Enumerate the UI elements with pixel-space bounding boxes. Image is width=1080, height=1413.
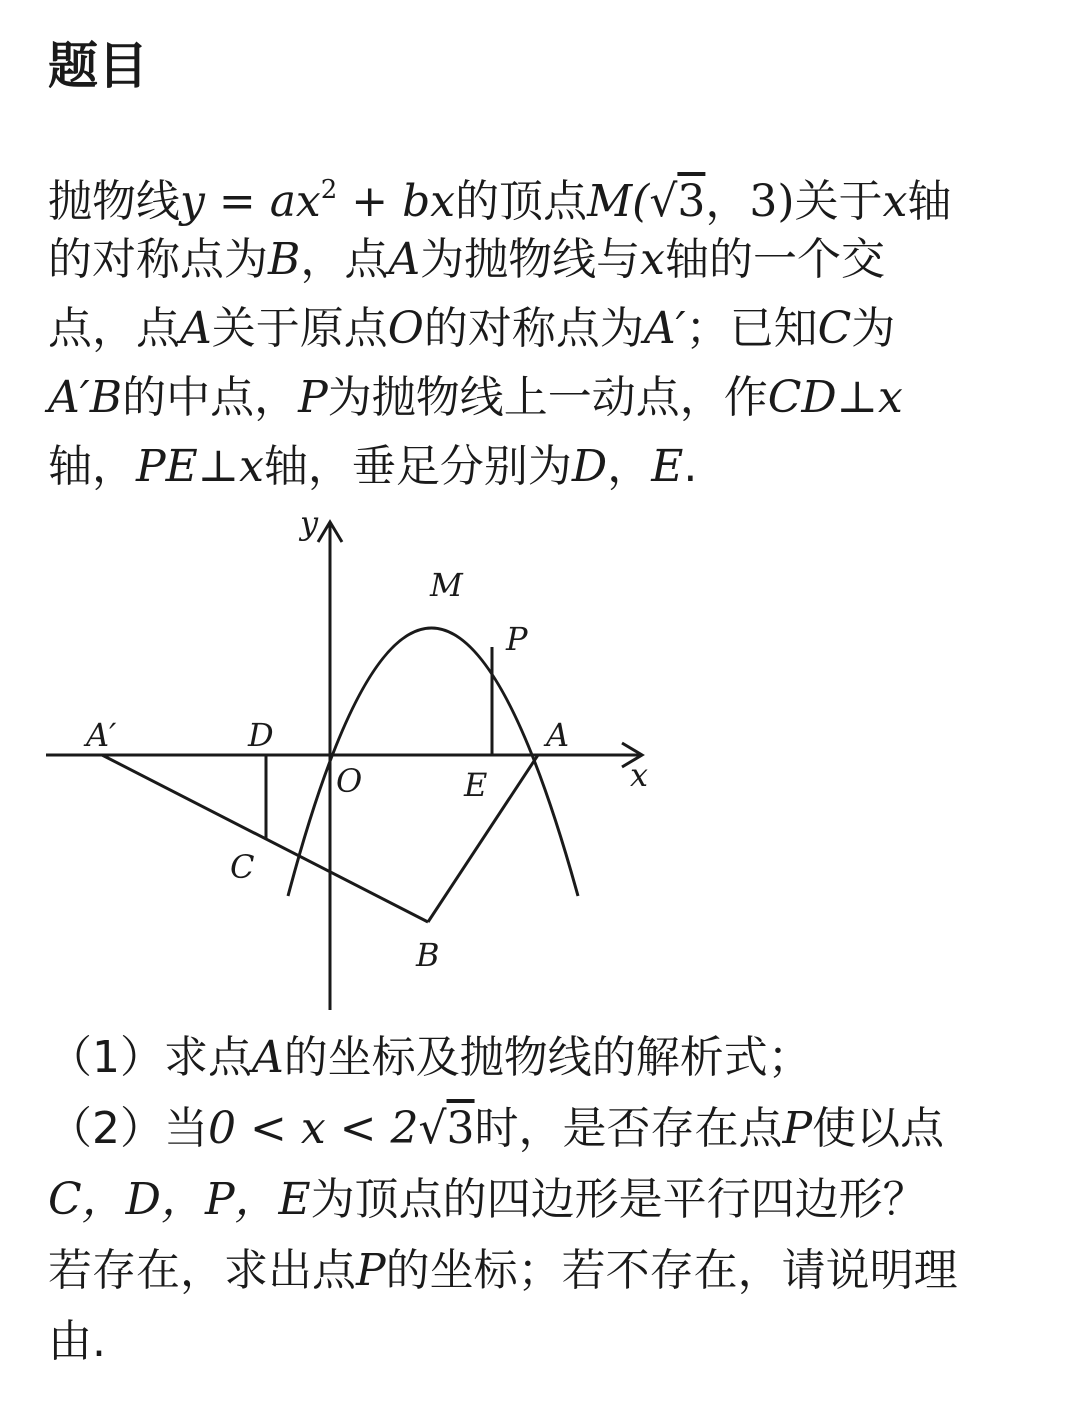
text: 的中点， [122,372,299,423]
problem-line-4 [48,363,1038,432]
text: 为抛物线上一动点，作 [327,372,768,423]
var-x: x [882,176,908,227]
text: 的坐标；若不存在，请说明理 [385,1245,958,1296]
point-O: O [387,303,424,354]
text: 当 [164,1103,208,1154]
label-M: M [430,566,463,604]
sqrt-radicand: 3 [446,1103,475,1154]
point-P: P [782,1103,813,1154]
label-A: A [546,716,570,754]
perpendicular-PE: PE⊥x [136,441,264,492]
sqrt-symbol: √ [418,1103,447,1154]
text: 关于原点 [211,303,388,354]
sqrt-symbol: √ [649,176,678,227]
question-number: （1） [48,1032,164,1083]
point-C: C [817,303,852,354]
problem-line-5 [48,432,1038,501]
geometry-figure [30,500,670,1020]
question-1 [48,1022,1048,1093]
point-A: A [180,303,212,354]
text: 时，是否存在点 [474,1103,783,1154]
problem-line-1 [48,156,1038,225]
text: 使以点 [812,1103,945,1154]
label-x: x [630,756,649,794]
text: 轴， [48,441,136,492]
problem-statement [48,156,1038,501]
label-E: E [464,766,488,804]
question-2-line-2 [48,1164,1048,1235]
text: 的坐标及抛物线的解析式； [283,1032,812,1083]
label-y: y [300,504,319,542]
text: 的对称点为 [48,234,268,285]
inequality: 0 < x < 2 [208,1103,419,1154]
sqrt-expression [649,176,705,227]
label-D: D [248,716,274,754]
label-O: O [336,762,363,800]
text: 的顶点 [455,176,588,227]
label-P: P [506,620,528,658]
text: 抛物线 [48,176,180,227]
sqrt-radicand: 3 [677,176,706,227]
questions [48,1022,1048,1377]
text: 为 [851,303,896,354]
problem-line-2 [48,225,1038,294]
point-M: M( [587,176,650,227]
text: 的对称点为 [423,303,644,354]
point-A: A [252,1032,284,1083]
question-2-line-3 [48,1235,1048,1306]
point-A: A [388,234,421,285]
point-A-prime: A′ [643,303,686,354]
text: 轴，垂足分别为 [263,441,572,492]
text: 轴的一个交 [664,234,885,285]
text: 关于 [794,176,883,227]
figure-svg [30,500,670,1020]
point-D: D [571,441,608,492]
point-E: E [651,441,684,492]
exponent: 2 [320,175,338,205]
perpendicular-CD: CD⊥x [767,372,903,423]
text: 点，点 [48,303,180,354]
text: 为顶点的四边形是平行四边形？ [310,1174,927,1225]
equation-tail: + bx [337,176,456,227]
label-C: C [230,848,255,886]
text: ， [607,441,652,492]
point-list: C，D，P，E [48,1174,311,1225]
equation: y = ax [180,176,321,227]
var-x: x [640,234,665,285]
text: 求点 [164,1032,252,1083]
coord-tail: ，3) [705,176,795,227]
segment-A-prime-B: A′B [48,372,123,423]
text: 由. [48,1316,106,1367]
sqrt-expression [418,1103,474,1154]
page-title: 题目 [48,37,148,95]
point-B: B [268,234,301,285]
text: ；已知 [685,303,818,354]
text: . [683,441,698,492]
problem-line-3 [48,294,1038,363]
text: 为抛物线与 [420,234,641,285]
point-P: P [298,372,328,423]
text: ，点 [300,234,389,285]
label-A-prime: A′ [86,716,117,754]
label-B: B [416,936,440,974]
point-P: P [356,1245,386,1296]
text: 若存在，求出点 [48,1245,356,1296]
question-2-line-4 [48,1306,1048,1377]
text: 轴 [907,176,952,227]
question-2-line-1 [48,1093,1048,1164]
question-number: （2） [48,1103,164,1154]
